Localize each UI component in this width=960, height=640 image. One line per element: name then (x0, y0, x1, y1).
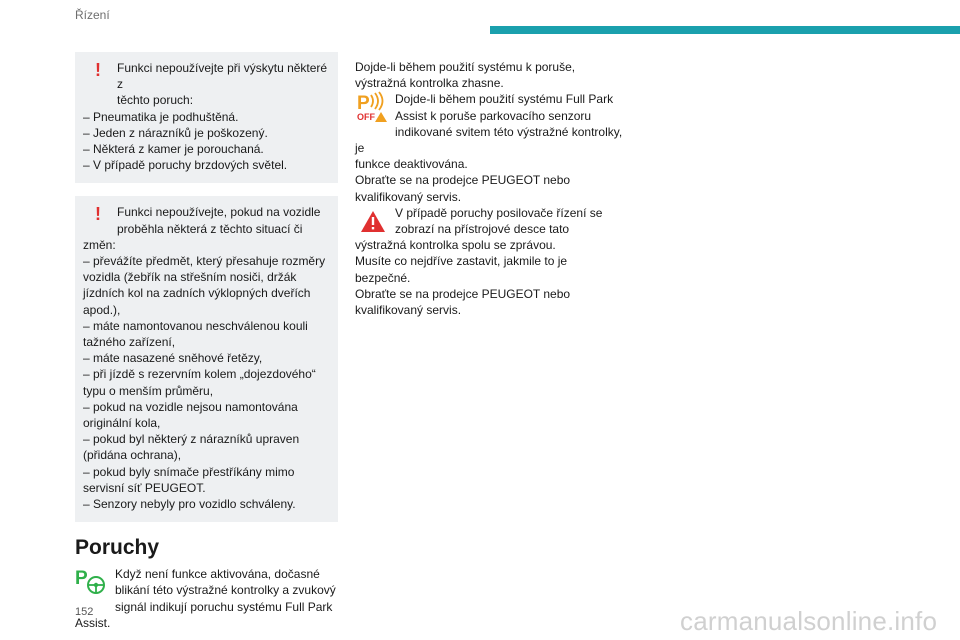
exclamation-icon: ! (95, 60, 101, 80)
list-item: – máte namontovanou neschválenou kouli (83, 318, 308, 333)
svg-text:P: P (75, 568, 88, 590)
intro-line: těchto poruch: (117, 93, 194, 108)
warning-box-intro (83, 204, 330, 236)
text-line: Dojde-li během použití systému Full Park (395, 92, 614, 107)
warning-box-faults (75, 52, 338, 183)
warning-triangle-icon (355, 205, 395, 237)
page-number: 152 (75, 606, 94, 618)
poruchy-paragraph (75, 566, 338, 631)
paragraph-sensor-off (355, 91, 625, 172)
right-column (355, 59, 625, 318)
list-item: – Pneumatika je podhuštěná. (83, 109, 239, 124)
list-item: typu o menším průměru, (83, 383, 214, 398)
text-line: blikání této výstražné kontrolky a zvukový (115, 583, 336, 598)
text-line: funkce deaktivována. (355, 157, 468, 172)
text-line: Dojde-li během použití systému k poruše, (355, 60, 576, 74)
svg-text:P: P (357, 93, 370, 115)
section-title: Řízení (75, 8, 110, 22)
list-item: (přidána ochrana), (83, 448, 182, 463)
list-item: vozidla (žebřík na střešním nosiči, držák (83, 270, 297, 285)
list-item: servisní síť PEUGEOT. (83, 480, 206, 495)
list-item: originální kola, (83, 416, 161, 431)
park-assist-steering-icon (75, 566, 115, 600)
paragraph (355, 59, 625, 91)
text-line: Když není funkce aktivována, dočasné (115, 567, 320, 582)
left-column (75, 52, 338, 631)
text-line: kvalifikovaný servis. (355, 303, 462, 318)
exclamation-icon: ! (95, 204, 101, 225)
text-line: výstražná kontrolka zhasne. (355, 76, 504, 91)
text-line: signál indikují poruchu systému Full Park Assist. (75, 599, 333, 630)
list-item: jízdních kol na zadních výklopných dveřích (83, 286, 311, 301)
parking-sensor-off-icon (355, 91, 395, 125)
text-line: výstražná kontrolka spolu se zprávou. (355, 238, 556, 253)
heading-poruchy: Poruchy (75, 536, 160, 560)
list-item: – převážíte předmět, který přesahuje rozměry (83, 254, 326, 269)
paragraph-power-steering (355, 205, 625, 286)
text-line: indikované svitem této výstražné kontrolky, je (355, 124, 623, 156)
list-item: – pokud na vozidle nejsou namontována (83, 399, 298, 414)
text-line: kvalifikovaný servis. (355, 189, 462, 204)
text-line: bezpečné. (355, 270, 411, 285)
text-line: Assist k poruše parkovacího senzoru (395, 108, 592, 123)
list-item: – máte nasazené sněhové řetězy, (83, 351, 263, 366)
intro-line: Funkci nepoužívejte při výskytu některé z (117, 61, 328, 92)
warning-box-intro (83, 60, 330, 109)
list-item: – V případě poruchy brzdových světel. (83, 158, 288, 173)
paragraph (355, 286, 625, 318)
text-line: V případě poruchy posilovače řízení se (395, 205, 603, 220)
list-item: apod.), (83, 302, 121, 317)
text-line: Musíte co nejdříve zastavit, jakmile to je (355, 254, 568, 269)
section-accent-bar (490, 26, 960, 34)
text-line: Obraťte se na prodejce PEUGEOT nebo (355, 286, 571, 301)
paragraph (355, 172, 625, 204)
list-item: změn: (83, 237, 116, 252)
text-line: Obraťte se na prodejce PEUGEOT nebo (355, 173, 571, 188)
watermark: carmanualsonline.info (680, 606, 938, 636)
list-item: – Některá z kamer je porouchaná. (83, 142, 264, 157)
intro-line: Funkci nepoužívejte, pokud na vozidle (117, 205, 321, 220)
list-item: tažného zařízení, (83, 335, 176, 350)
list-item: – Senzory nebyly pro vozidlo schváleny. (83, 497, 296, 512)
list-item: – při jízdě s rezervním kolem „dojezdového“ (83, 367, 316, 382)
list-item: – pokud byl některý z nárazníků upraven (83, 432, 300, 447)
intro-line: proběhla některá z těchto situací či (117, 221, 303, 236)
text-line: zobrazí na přístrojové desce tato (395, 222, 570, 237)
list-item: – pokud byly snímače přestříkány mimo (83, 464, 295, 479)
warning-box-situations (75, 196, 338, 522)
list-item: – Jeden z nárazníků je poškozený. (83, 125, 268, 140)
off-label: OFF (357, 112, 375, 123)
